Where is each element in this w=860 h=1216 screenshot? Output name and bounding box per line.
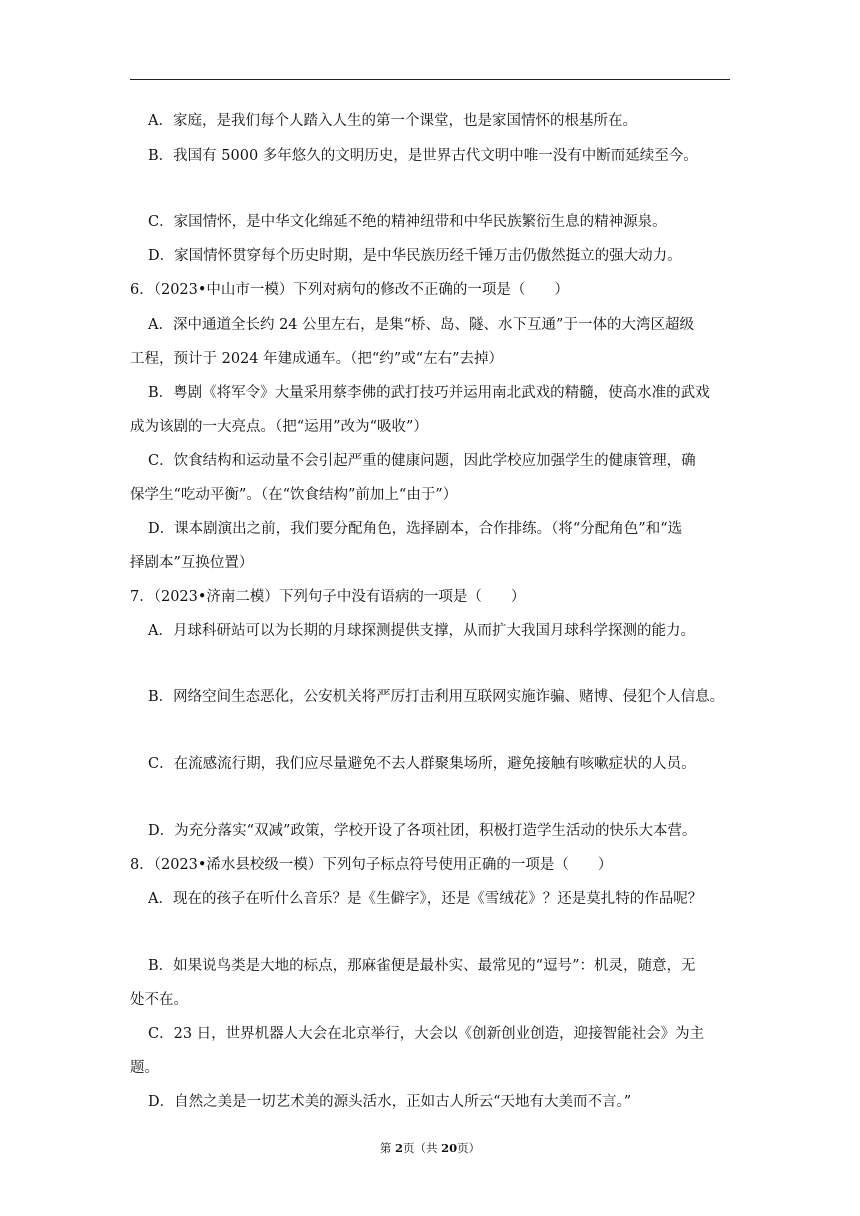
q8-option-d: D．自然之美是一切艺术美的源头活水，正如古人所云“天地有大美而不言。” (148, 1094, 632, 1110)
q6-option-d-line2: 择剧本”互换位置） (130, 555, 254, 571)
q8-stem: 8．（2023•浠水县校级一模）下列句子标点符号使用正确的一项是（ ） (130, 857, 613, 873)
q6-option-b-line1: B．粤剧《将军令》大量采用蔡李佛的武打技巧并运用南北武戏的精髓，使高水准的武戏 (148, 385, 710, 401)
page-footer (0, 1140, 860, 1156)
footer-suffix: 页） (457, 1141, 481, 1155)
q8-option-b-line2: 处不在。 (130, 992, 188, 1008)
q5-option-d: D．家国情怀贯穿每个历史时期，是中华民族历经千锤万击仍傲然挺立的强大动力。 (148, 248, 682, 264)
footer-prefix: 第 (379, 1141, 395, 1155)
q7-stem: 7．（2023•济南二模）下列句子中没有语病的一项是（ ） (130, 589, 526, 605)
q6-stem: 6．（2023•中山市一模）下列对病句的修改不正确的一项是（ ） (130, 282, 569, 298)
q7-option-a: A．月球科研站可以为长期的月球探测提供支撑，从而扩大我国月球科学探测的能力。 (148, 623, 695, 639)
q5-option-c: C．家国情怀，是中华文化绵延不绝的精神纽带和中华民族繁衍生息的精神源泉。 (148, 214, 667, 230)
footer-total-pages: 20 (441, 1141, 458, 1155)
q7-option-c: C．在流感流行期，我们应尽量避免不去人群聚集场所，避免接触有咳嗽症状的人员。 (148, 756, 696, 772)
q6-option-d-line1: D．课本剧演出之前，我们要分配角色，选择剧本，合作排练。（将“分配角色”和“选 (148, 521, 683, 537)
q6-option-a-line2: 工程，预计于 2024 年建成通车。（把“约”或“左右”去掉） (130, 351, 504, 367)
q6-option-a-line1: A．深中通道全长约 24 公里左右，是集“桥、岛、隧、水下互通”于一体的大湾区超级 (148, 317, 694, 333)
q8-option-c-line2: 题。 (130, 1060, 159, 1076)
q5-option-a: A．家庭，是我们每个人踏入人生的第一个课堂，也是家国情怀的根基所在。 (148, 113, 637, 129)
q7-option-d: D．为充分落实“双减”政策，学校开设了各项社团，积极打造学生活动的快乐大本营。 (148, 823, 697, 839)
q6-option-c-line2: 保学生“吃动平衡”。（在“饮食结构”前加上“由于”） (130, 487, 458, 503)
footer-page-number: 2 (394, 1141, 403, 1155)
q7-option-b: B．网络空间生态恶化，公安机关将严厉打击利用互联网实施诈骗、赌博、侵犯个人信息。 (148, 689, 725, 705)
q8-option-c-line1: C．23 日，世界机器人大会在北京举行，大会以《创新创业创造，迎接智能社会》为主 (148, 1026, 705, 1042)
header-rule (130, 79, 730, 80)
q6-option-b-line2: 成为该剧的一大亮点。（把“运用”改为“吸收”） (130, 419, 428, 435)
q8-option-a: A．现在的孩子在听什么音乐？是《生僻字》，还是《雪绒花》？还是莫扎特的作品呢？ (148, 891, 703, 907)
q5-option-b: B．我国有 5000 多年悠久的文明历史，是世界古代文明中唯一没有中断而延续至今。 (148, 148, 698, 164)
footer-middle: 页（共 (403, 1141, 442, 1155)
q8-option-b-line1: B．如果说鸟类是大地的标点，那麻雀便是最朴实、最常见的“逗号”：机灵，随意，无 (148, 958, 696, 974)
q6-option-c-line1: C．饮食结构和运动量不会引起严重的健康问题，因此学校应加强学生的健康管理，确 (148, 453, 696, 469)
